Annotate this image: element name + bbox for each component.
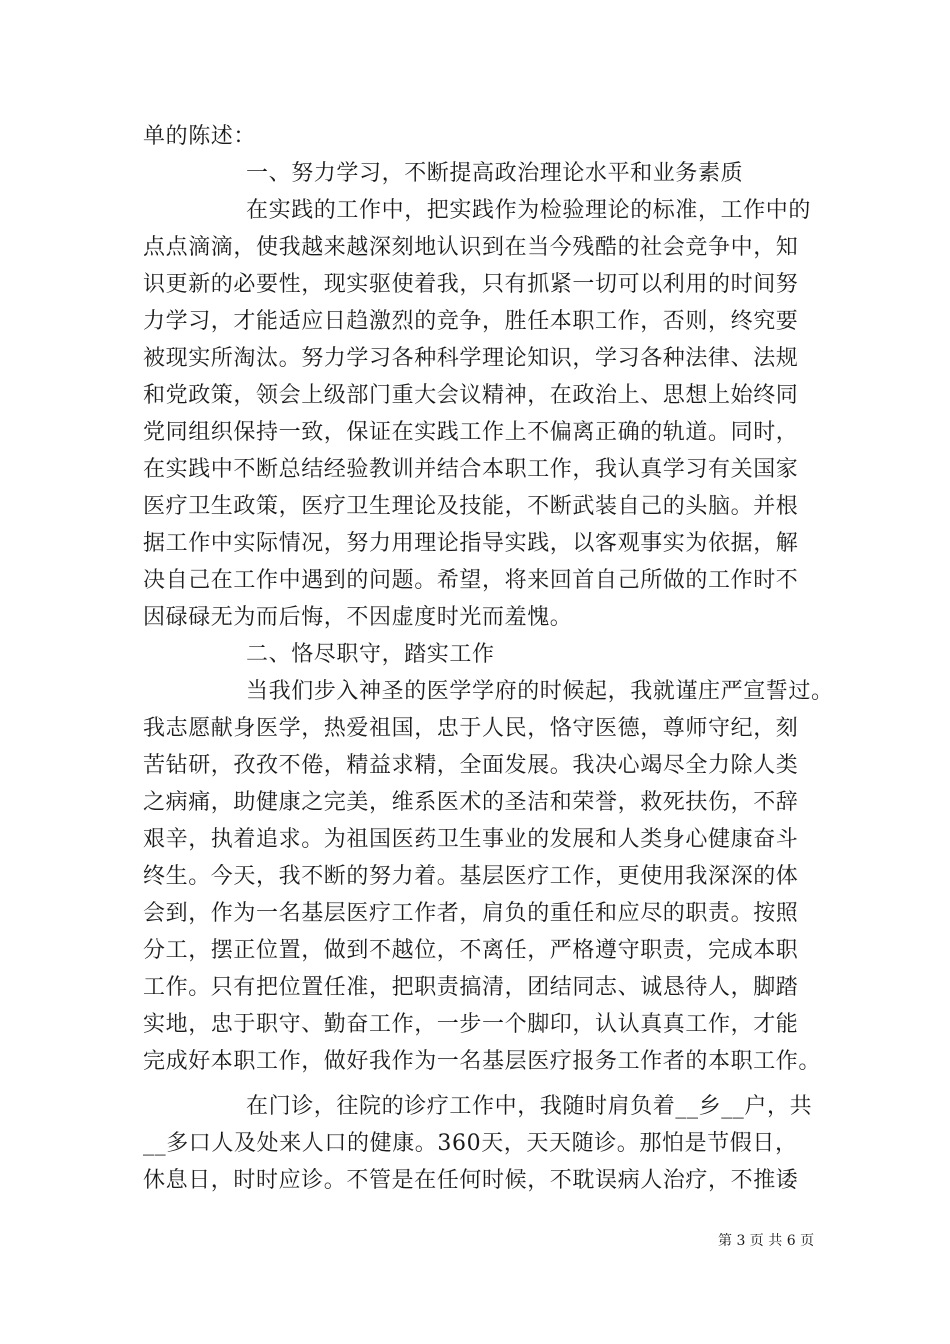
text-line: 工作。只有把位置任准，把职责搞清，团结同志、诚恳待人，脚踏 [143,975,799,1000]
text-line: 会到，作为一名基层医疗工作者，肩负的重任和应尽的职责。按照 [143,901,799,926]
text-line: 被现实所淘汰。努力学习各种科学理论知识，学习各种法律、法规 [143,346,799,371]
text-line: 决自己在工作中遇到的问题。希望，将来回首自己所做的工作时不 [143,568,799,593]
text-line: 在实践中不断总结经验教训并结合本职工作，我认真学习有关国家 [143,457,799,482]
text-line: 分工，摆正位置，做到不越位，不离任，严格遵守职责，完成本职 [143,938,799,963]
text-line: 实地，忠于职守、勤奋工作，一步一个脚印，认认真真工作，才能 [143,1012,799,1037]
text-line: 力学习，才能适应日趋激烈的竞争，胜任本职工作，否则，终究要 [143,309,799,334]
text-line: 休息日，时时应诊。不管是在任何时候，不耽误病人治疗，不推诿 [143,1168,799,1193]
text-line: 据工作中实际情况，努力用理论指导实践，以客观事实为依据，解 [143,531,799,556]
text-line: 在门诊，往院的诊疗工作中，我随时肩负着__乡__户，共 [246,1094,813,1119]
text-line: 终生。今天，我不断的努力着。基层医疗工作，更使用我深深的体 [143,864,799,889]
text-line: 因碌碌无为而后悔，不因虚度时光而羞愧。 [143,605,573,630]
text-line: 完成好本职工作，做好我作为一名基层医疗报务工作者的本职工作。 [143,1049,822,1074]
text-line: 单的陈述： [143,124,257,149]
text-line: 医疗卫生政策，医疗卫生理论及技能，不断武装自己的头脑。并根 [143,494,799,519]
text-line: 和党政策，领会上级部门重大会议精神，在政治上、思想上始终同 [143,383,799,408]
text-line: 我志愿献身医学，热爱祖国，忠于人民，恪守医德，尊师守纪，刻 [143,716,799,741]
section-heading-1: 一、努力学习，不断提高政治理论水平和业务素质 [246,161,744,186]
text-line: 党同组织保持一致，保证在实践工作上不偏离正确的轨道。同时， [143,420,799,445]
text-line: 识更新的必要性，现实驱使着我，只有抓紧一切可以利用的时间努 [143,272,799,297]
text-line: 艰辛，执着追求。为祖国医药卫生事业的发展和人类身心健康奋斗 [143,827,799,852]
text-line: __多口人及处来人口的健康。360天，天天随诊。那怕是节假日， [143,1131,798,1156]
text-line: 在实践的工作中，把实践作为检验理论的标准，工作中的 [246,198,812,223]
text-line: 苦钻研，孜孜不倦，精益求精，全面发展。我决心竭尽全力除人类 [143,753,799,778]
section-heading-2: 二、恪尽职守，踏实工作 [246,642,495,667]
text-line: 之病痛，助健康之完美，维系医术的圣洁和荣誉，救死扶伤，不辞 [143,790,799,815]
text-line: 点点滴滴，使我越来越深刻地认识到在当今残酷的社会竞争中，知 [143,235,799,260]
page-number: 第 3 页 共 6 页 [718,1233,815,1249]
text-line: 当我们步入神圣的医学学府的时候起，我就谨庄严宣誓过。 [246,679,834,704]
